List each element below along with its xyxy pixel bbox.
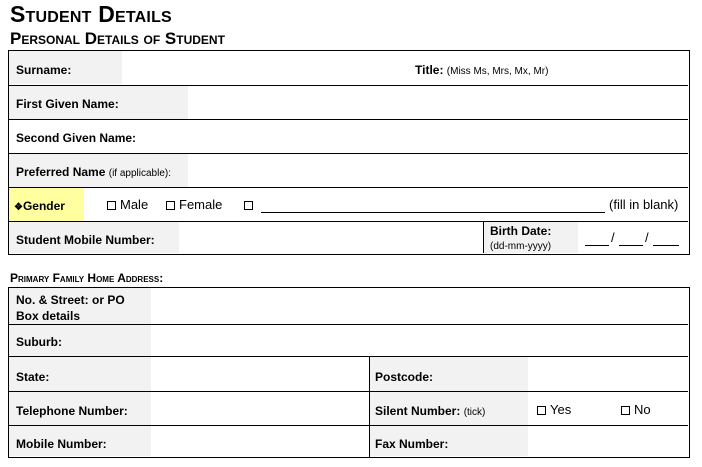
title-hint: (Miss Ms, Mrs, Mx, Mr): [446, 66, 549, 77]
suburb-input[interactable]: [152, 325, 688, 356]
first-name-label: First Given Name:: [16, 97, 119, 111]
page-title: Student Details: [10, 1, 172, 27]
suburb-label: Suburb:: [16, 335, 62, 349]
birth-month-field[interactable]: [619, 231, 643, 246]
silent-no-checkbox[interactable]: [621, 406, 630, 415]
gender-fill-blank-input[interactable]: [261, 197, 605, 213]
second-name-input[interactable]: [189, 120, 688, 153]
birth-day-field[interactable]: [585, 231, 609, 246]
gender-female-option[interactable]: Female: [166, 197, 222, 212]
surname-input[interactable]: [124, 51, 414, 84]
silent-number-hint: (tick): [463, 407, 486, 418]
silent-yes-checkbox[interactable]: [537, 406, 546, 415]
student-mobile-input[interactable]: [180, 222, 482, 253]
gender-fill-hint: (fill in blank): [609, 197, 679, 212]
address-table: [8, 287, 690, 458]
mobile-number-input[interactable]: [152, 426, 368, 456]
birth-date-input[interactable]: / /: [583, 227, 683, 247]
male-checkbox[interactable]: [107, 201, 116, 210]
fax-number-label: Fax Number:: [375, 437, 449, 451]
preferred-name-hint: (if applicable):: [108, 168, 171, 179]
fax-number-input[interactable]: [529, 426, 688, 456]
preferred-name-label: Preferred Name (if applicable):: [16, 165, 171, 179]
second-name-label: Second Given Name:: [16, 131, 137, 145]
postcode-label: Postcode:: [375, 370, 434, 384]
other-gender-checkbox[interactable]: [244, 201, 253, 210]
street-input[interactable]: [152, 288, 688, 324]
state-input[interactable]: [152, 357, 368, 391]
female-checkbox[interactable]: [166, 201, 175, 210]
silent-no-option[interactable]: No: [621, 402, 651, 417]
silent-number-label: Silent Number: (tick): [375, 404, 486, 418]
first-name-input[interactable]: [189, 86, 688, 119]
gender-male-option[interactable]: Male: [107, 197, 148, 212]
title-input[interactable]: [564, 51, 689, 84]
surname-label: Surname:: [16, 63, 72, 77]
birth-year-field[interactable]: [653, 231, 679, 246]
gender-other-option[interactable]: [244, 197, 257, 212]
section-title-personal: Personal Details of Student: [10, 29, 225, 48]
preferred-name-input[interactable]: [189, 154, 688, 187]
personal-details-table: [8, 50, 690, 255]
street-label: No. & Street: or PO Box details: [16, 293, 125, 323]
postcode-input[interactable]: [529, 357, 688, 391]
title-label: Title: (Miss Ms, Mrs, Mx, Mr): [415, 63, 549, 77]
section-title-address: Primary Family Home Address:: [10, 271, 164, 285]
telephone-label: Telephone Number:: [16, 404, 128, 418]
silent-yes-option[interactable]: Yes: [537, 402, 571, 417]
required-marker-icon: ❖: [14, 202, 23, 213]
birth-date-hint: (dd-mm-yyyy): [490, 241, 552, 252]
mobile-number-label: Mobile Number:: [16, 437, 107, 451]
state-label: State:: [16, 370, 50, 384]
telephone-input[interactable]: [152, 392, 368, 425]
student-mobile-label: Student Mobile Number:: [16, 233, 155, 247]
birth-date-label: Birth Date:: [490, 224, 552, 238]
gender-label: ❖Gender: [14, 199, 65, 213]
